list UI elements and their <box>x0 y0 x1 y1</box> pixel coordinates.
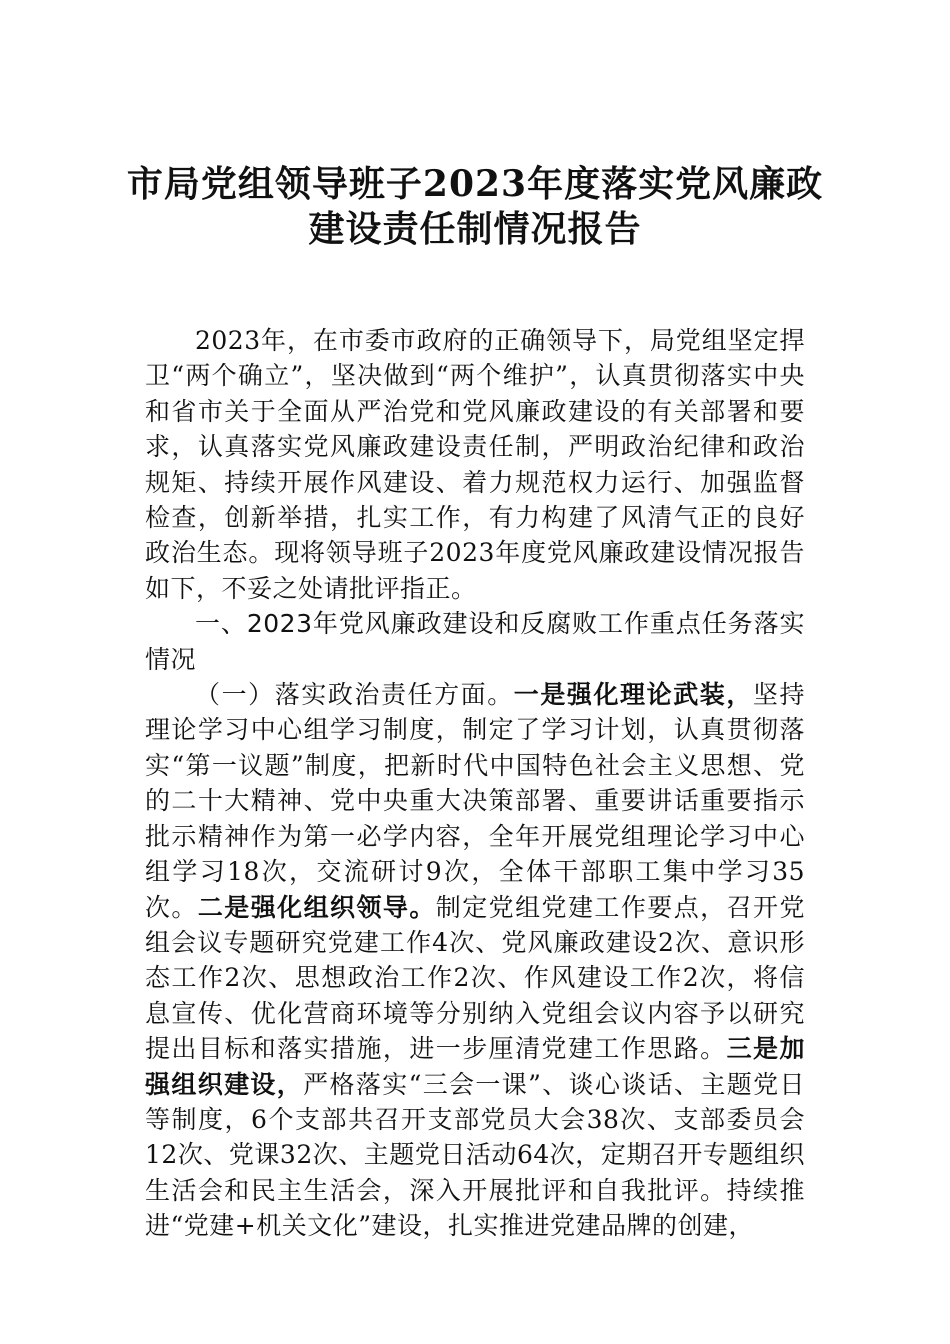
intro-paragraph: 2023年，在市委市政府的正确领导下，局党组坚定捍卫“两个确立”，坚决做到“两个维护”，认真贯彻落实中央和省市关于全面从严治党和党风廉政建设的有关部署和要求，认真落实党风廉政建设责任制，严明政治纪律和政治规矩、持续开展作风建设、着力规范权力运行、加强监督检查，创新举措，扎实工作，有力构建了风清气正的良好政治生态。现将领导班子2023年度党风廉政建设情况报告如下，不妥之处请批评指正。 <box>145 326 805 603</box>
point-2-heading: 二是强化组织领导。 <box>197 892 436 922</box>
point-3-text: 严格落实“三会一课”、谈心谈话、主题党日等制度，6个支部共召开支部党员大会38次、支部委员会12次、党课32次、主题党日活动64次，定期召开专题组织生活会和民主生活会，深入开展批评和自我批评。持续推进“党建+机关文化”建设，扎实推进党建品牌的创建， <box>145 1069 805 1241</box>
point-2-text: 制定党组党建工作要点，召开党组会议专题研究党建工作4次、党风廉政建设2次、意识形态工作2次、思想政治工作2次、作风建设工作2次，将信息宣传、优化营商环境等分别纳入党组会议内容予以研究提出目标和落实措施，进一步厘清党建工作思路。 <box>145 892 805 1064</box>
document-body <box>145 323 805 1244</box>
point-1-text: 坚持理论学习中心组学习制度，制定了学习计划，认真贯彻落实“第一议题”制度，把新时代中国特色社会主义思想、党的二十大精神、党中央重大决策部署、重要讲话重要指示批示精神作为第一必学内容，全年开展党组理论学习中心组学习18次，交流研讨9次，全体干部职工集中学习35次。 <box>145 680 805 922</box>
point-3-heading: 三是加强组织建设， <box>145 1034 805 1099</box>
document-title-line-2: 建设责任制情况报告 <box>308 208 642 250</box>
subsection-1-lead: （一）落实政治责任方面。 <box>195 680 514 710</box>
political-responsibility-paragraph <box>145 677 805 1244</box>
point-1-heading: 一是强化理论武装， <box>513 680 753 710</box>
document-title-line-1: 市局党组领导班子2023年度落实党风廉政 <box>126 163 824 205</box>
section-1-heading: 一、2023年党风廉政建设和反腐败工作重点任务落实情况 <box>145 609 805 674</box>
